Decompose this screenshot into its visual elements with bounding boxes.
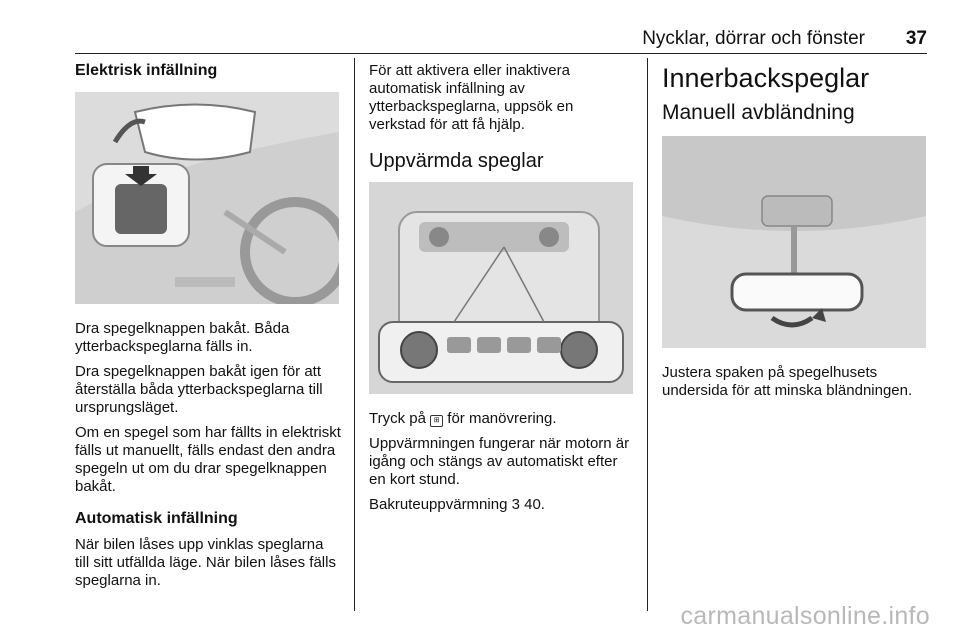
column-divider-2 bbox=[647, 58, 648, 611]
paragraph: Om en spegel som har fällts in elektriskt fälls ut manuellt, fälls endast den andra spegeln ut om du drar spegelknappen bakåt. bbox=[75, 424, 341, 495]
paragraph: Uppvärmningen fungerar när motorn är igång och stängs av automatiskt efter en kort stund. bbox=[369, 435, 630, 488]
watermark: carmanualsonline.info bbox=[680, 602, 930, 630]
column-1 bbox=[75, 62, 341, 597]
column-3 bbox=[662, 62, 927, 407]
section-heading-manual-dimming: Manuell avbländning bbox=[662, 101, 855, 124]
page-header bbox=[75, 28, 927, 52]
text: Bakruteuppvärmning bbox=[369, 496, 508, 513]
text: för manövrering. bbox=[447, 410, 557, 427]
heated-mirror-symbol: ⊞ bbox=[430, 415, 443, 427]
chapter-heading-interior-mirrors: Innerbackspeglar bbox=[662, 63, 870, 93]
section-heading-heated-mirrors: Uppvärmda speglar bbox=[369, 150, 544, 172]
page-reference[interactable]: 3 40. bbox=[511, 496, 545, 513]
paragraph: Dra spegelknappen bakåt. Båda ytterbackspeglarna fälls in. bbox=[75, 320, 290, 355]
column-2 bbox=[369, 62, 634, 521]
column-divider-1 bbox=[354, 58, 355, 611]
chapter-title: Nycklar, dörrar och fönster bbox=[642, 28, 865, 49]
paragraph-reference bbox=[369, 496, 634, 514]
mirror-switch-illustration bbox=[75, 92, 339, 304]
paragraph: Justera spaken på spegelhusets undersida för att minska bländningen. bbox=[662, 364, 913, 399]
page-number: 37 bbox=[905, 28, 927, 49]
rearview-mirror-illustration bbox=[662, 136, 926, 348]
section-heading-electric-folding: Elektrisk infällning bbox=[75, 62, 218, 79]
paragraph-press bbox=[369, 410, 634, 428]
section-heading-auto-folding: Automatisk infällning bbox=[75, 510, 238, 527]
climate-panel-illustration bbox=[369, 182, 633, 394]
text: Tryck på bbox=[369, 410, 426, 427]
header-rule bbox=[75, 53, 927, 54]
paragraph: För att aktivera eller inaktivera automatisk infällning av ytterbackspeglarna, uppsök en verkstad för att få hjälp. bbox=[369, 62, 574, 133]
paragraph: När bilen låses upp vinklas speglarna till sitt utfällda läge. När bilen låses fälls speglarna in. bbox=[75, 536, 336, 589]
paragraph: Dra spegelknappen bakåt igen för att återställa båda ytterbackspeglarna till ursprungsläget. bbox=[75, 363, 323, 416]
